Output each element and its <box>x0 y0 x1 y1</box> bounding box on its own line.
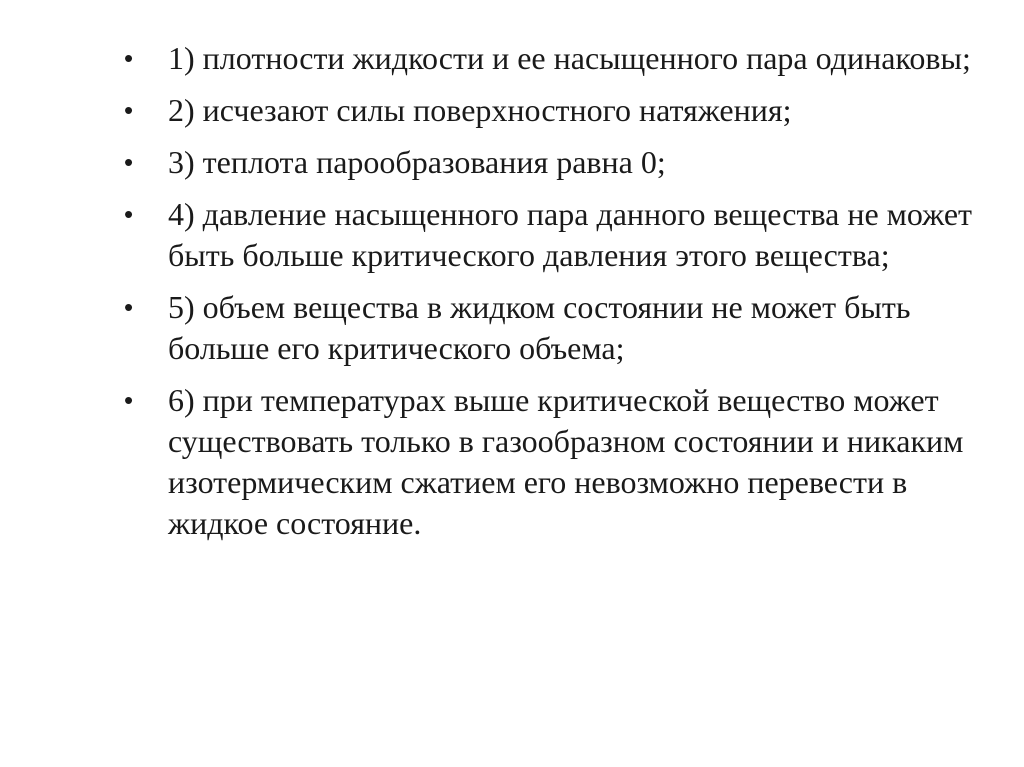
list-item-text: 5) объем вещества в жидком состоянии не может быть больше его критического объема; <box>168 289 911 366</box>
bullet-icon: • <box>124 95 134 125</box>
list-item <box>124 380 1004 544</box>
bullet-icon: • <box>124 292 134 322</box>
list-item <box>124 142 1004 183</box>
list-item-text: 4) давление насыщенного пара данного вещества не может быть больше критического давления этого вещества; <box>168 196 972 273</box>
list-item <box>124 90 1004 131</box>
list-item-text: 3) теплота парообразования равна 0; <box>168 144 666 180</box>
list-item-text: 1) плотности жидкости и ее насыщенного пара одинаковы; <box>168 40 971 76</box>
bullet-icon: • <box>124 147 134 177</box>
bullet-icon: • <box>124 385 134 415</box>
list-item <box>124 38 1004 79</box>
list-item <box>124 194 1004 276</box>
bullet-icon: • <box>124 43 134 73</box>
list-item-text: 2) исчезают силы поверхностного натяжения; <box>168 92 792 128</box>
bullet-icon: • <box>124 199 134 229</box>
list-item <box>124 287 1004 369</box>
bullet-list <box>124 38 1004 555</box>
list-item-text: 6) при температурах выше критической вещество может существовать только в газообразном состоянии и никаким изотермическим сжатием его невозможно перевести в жидкое состояние. <box>168 382 964 541</box>
